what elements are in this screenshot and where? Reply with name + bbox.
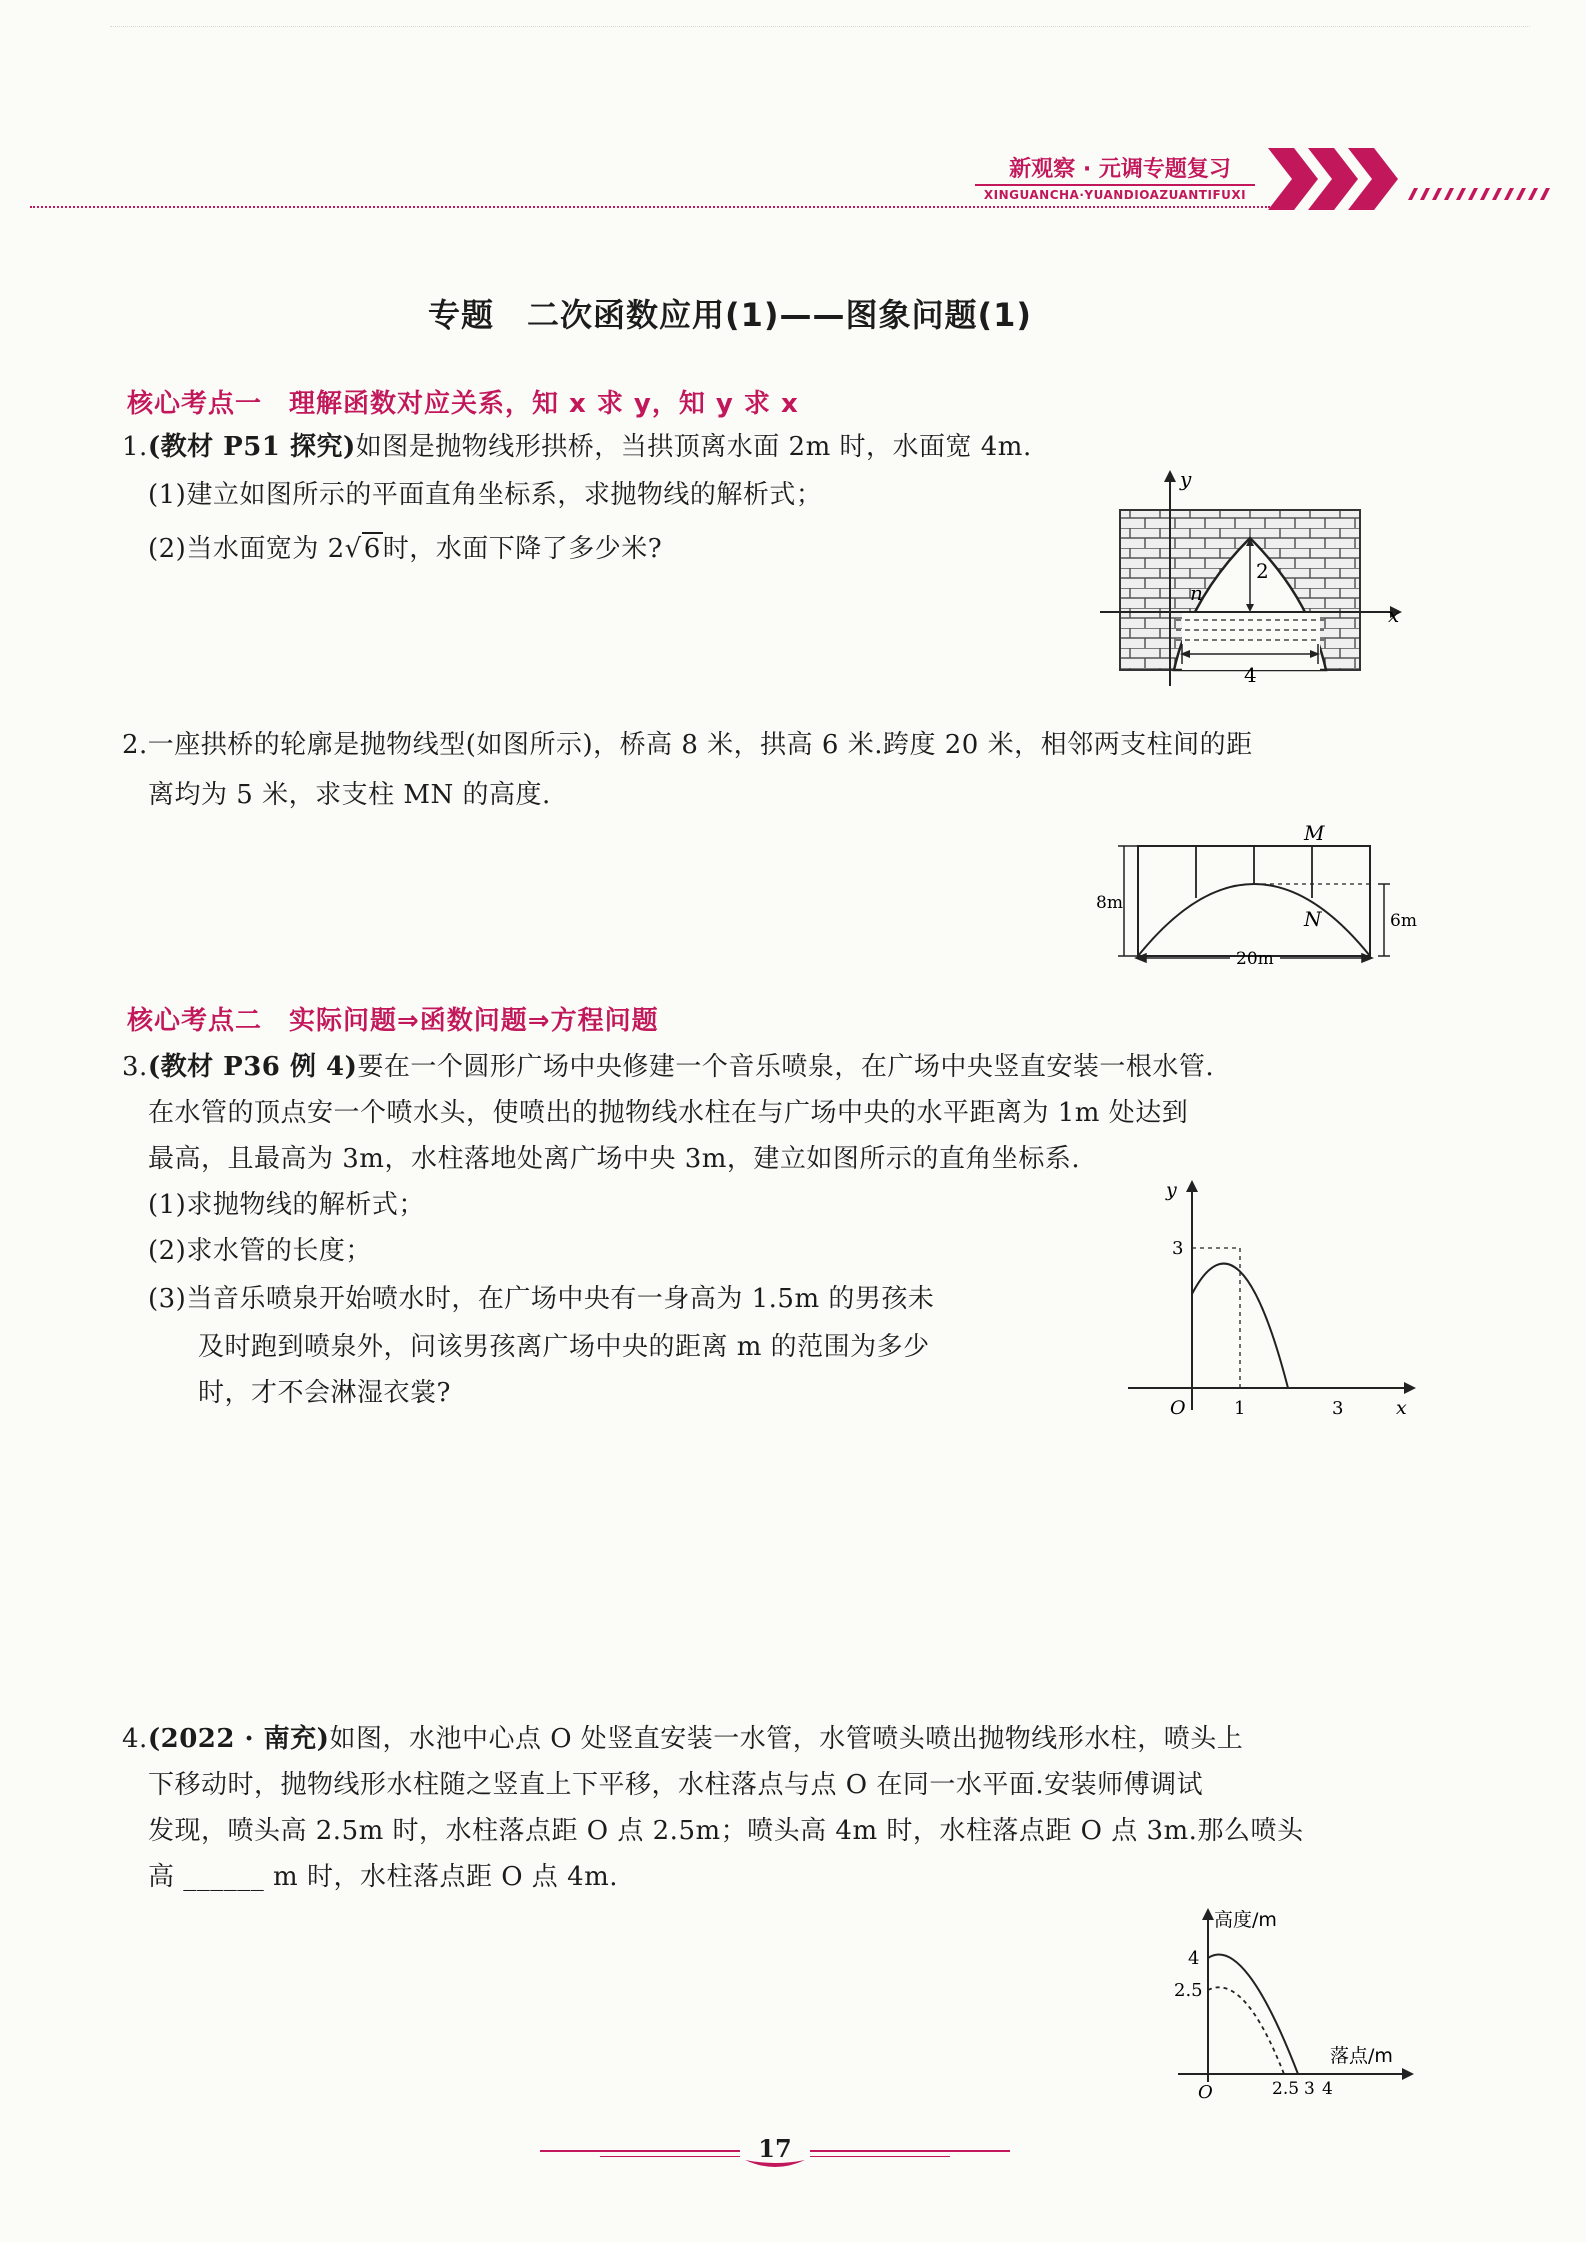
q3-part3-2: 及时跑到喷泉外，问该男孩离广场中央的距离 m 的范围为多少 bbox=[198, 1332, 930, 1362]
dimension-6m bbox=[1378, 884, 1390, 956]
n-label: n bbox=[1190, 581, 1203, 605]
section-2-heading: 核心考点二 实际问题⇒函数问题⇒方程问题 bbox=[127, 1006, 659, 1036]
q4-line4-text-b: m 时，水柱落点距 O 点 4m. bbox=[273, 1862, 619, 1892]
label-8m: 8m bbox=[1096, 893, 1123, 913]
q1-bridge-figure bbox=[1090, 468, 1410, 688]
q1-part2-text-a: (2)当水面宽为 2 bbox=[148, 534, 345, 564]
q4-fountain-graph bbox=[1174, 1906, 1418, 2106]
label-N: N bbox=[1304, 907, 1322, 931]
tick-x3: 3 bbox=[1304, 2079, 1315, 2099]
top-faint-rule bbox=[110, 26, 1530, 28]
origin-label: O bbox=[1198, 2082, 1213, 2103]
curve-solid bbox=[1208, 1954, 1298, 2074]
page-title: 专题 二次函数应用(1)——图象问题(1) bbox=[428, 296, 1033, 334]
q4-source: (2022 · 南充) bbox=[147, 1724, 330, 1754]
q1-part1: (1)建立如图所示的平面直角坐标系，求抛物线的解析式； bbox=[148, 480, 823, 510]
q3-part2: (2)求水管的长度； bbox=[148, 1236, 372, 1266]
section-1-heading: 核心考点一 理解函数对应关系，知 x 求 y，知 y 求 x bbox=[127, 389, 799, 419]
q3-number: 3. bbox=[122, 1052, 148, 1082]
q4-line2: 下移动时，抛物线形水柱随之竖直上下平移，水柱落点与点 O 在同一水平面.安装师傅调试 bbox=[148, 1770, 1204, 1800]
tick-y3: 3 bbox=[1172, 1238, 1184, 1259]
q3-part3-3: 时，才不会淋湿衣裳? bbox=[198, 1378, 451, 1408]
x-label: x bbox=[1396, 1397, 1407, 1419]
q4-line4-text-a: 高 bbox=[148, 1862, 175, 1892]
height-label: 2 bbox=[1256, 559, 1269, 583]
header-banner bbox=[0, 140, 1586, 220]
q4-line3: 发现，喷头高 2.5m 时，水柱落点距 O 点 2.5m；喷头高 4m 时，水柱落点距 O 点 3m.那么喷头 bbox=[148, 1816, 1304, 1846]
water-area bbox=[1182, 612, 1320, 670]
q3-source: (教材 P36 例 4) bbox=[147, 1052, 358, 1082]
x-arrow-icon bbox=[1404, 1382, 1416, 1394]
curve-dashed bbox=[1208, 1987, 1284, 2074]
arch-curve bbox=[1138, 884, 1370, 956]
q1-number: 1. bbox=[122, 432, 148, 462]
q4-text-1: 如图，水池中心点 O 处竖直安装一水管，水管喷头喷出抛物线形水柱，喷头上 bbox=[329, 1724, 1244, 1754]
header-chevrons-icon bbox=[1268, 144, 1568, 214]
q3-line1 bbox=[122, 1050, 1214, 1084]
support-posts bbox=[1196, 846, 1312, 898]
y-arrow-icon bbox=[1186, 1180, 1198, 1192]
width-label: 4 bbox=[1244, 663, 1257, 687]
y-label: y bbox=[1180, 467, 1192, 491]
tick-y25: 2.5 bbox=[1174, 1980, 1203, 2001]
y-axis-label: 高度/m bbox=[1214, 1909, 1277, 1931]
q1-radicand: 6 bbox=[363, 534, 381, 564]
label-6m: 6m bbox=[1390, 911, 1417, 931]
q2-line1: 2.一座拱桥的轮廓是抛物线型(如图所示)，桥高 8 米，拱高 6 米.跨度 20 米，相邻两支柱间的距 bbox=[122, 730, 1253, 760]
q4-number: 4. bbox=[122, 1724, 148, 1754]
q2-arch-figure bbox=[1098, 818, 1418, 970]
x-axis-label: 落点/m bbox=[1330, 2045, 1393, 2067]
q3-fountain-graph bbox=[1120, 1180, 1420, 1430]
footer-ornament bbox=[540, 2134, 1010, 2174]
q1-part2 bbox=[148, 532, 662, 566]
q3-line3: 最高，且最高为 3m，水柱落地处离广场中央 3m，建立如图所示的直角坐标系. bbox=[148, 1144, 1081, 1174]
y-arrow-icon bbox=[1202, 1908, 1214, 1920]
q3-part1: (1)求抛物线的解析式； bbox=[148, 1190, 425, 1220]
sqrt-icon: √ bbox=[344, 534, 362, 564]
footer-leaf-icon bbox=[745, 2158, 805, 2172]
tick-y4: 4 bbox=[1188, 1948, 1200, 1969]
tick-x1: 1 bbox=[1234, 1398, 1246, 1419]
tick-x25: 2.5 bbox=[1272, 2079, 1300, 2099]
q1-source: (教材 P51 探究) bbox=[147, 432, 356, 462]
q3-part3-1: (3)当音乐喷泉开始喷水时，在广场中央有一身高为 1.5m 的男孩未 bbox=[148, 1284, 935, 1314]
header-pinyin: XINGUANCHA·YUANDIOAZUANTIFUXI bbox=[983, 188, 1247, 202]
tick-x4: 4 bbox=[1322, 2079, 1333, 2099]
q4-line4 bbox=[148, 1860, 618, 1894]
header-dotted-rule bbox=[30, 206, 1270, 208]
header-title: 新观察 · 元调专题复习 bbox=[1009, 157, 1231, 182]
y-label: y bbox=[1166, 1179, 1177, 1201]
q3-text-1: 要在一个圆形广场中央修建一个音乐喷泉，在广场中央竖直安装一根水管. bbox=[357, 1052, 1215, 1082]
q2-line2: 离均为 5 米，求支柱 MN 的高度. bbox=[148, 780, 551, 810]
x-arrow-icon bbox=[1402, 2068, 1414, 2080]
q1-part2-text-b: 时，水面下降了多少米? bbox=[382, 534, 663, 564]
q1-text: 如图是抛物线形拱桥，当拱顶离水面 2m 时，水面宽 4m. bbox=[355, 432, 1032, 462]
page-number: 17 bbox=[740, 2134, 810, 2163]
q4-line1 bbox=[122, 1722, 1243, 1756]
q3-line2: 在水管的顶点安一个喷水头，使喷出的抛物线水柱在与广场中央的水平距离为 1m 处达到 bbox=[148, 1098, 1189, 1128]
y-arrow-icon bbox=[1164, 470, 1176, 482]
answer-blank[interactable]: ______ bbox=[183, 1862, 265, 1892]
x-label: x bbox=[1388, 603, 1400, 627]
label-20m: 20m bbox=[1236, 949, 1274, 969]
q1-stem bbox=[122, 430, 1032, 464]
tick-x3: 3 bbox=[1332, 1398, 1344, 1419]
header-underline bbox=[975, 184, 1255, 186]
label-M: M bbox=[1304, 821, 1325, 845]
origin-label: O bbox=[1170, 1397, 1186, 1419]
